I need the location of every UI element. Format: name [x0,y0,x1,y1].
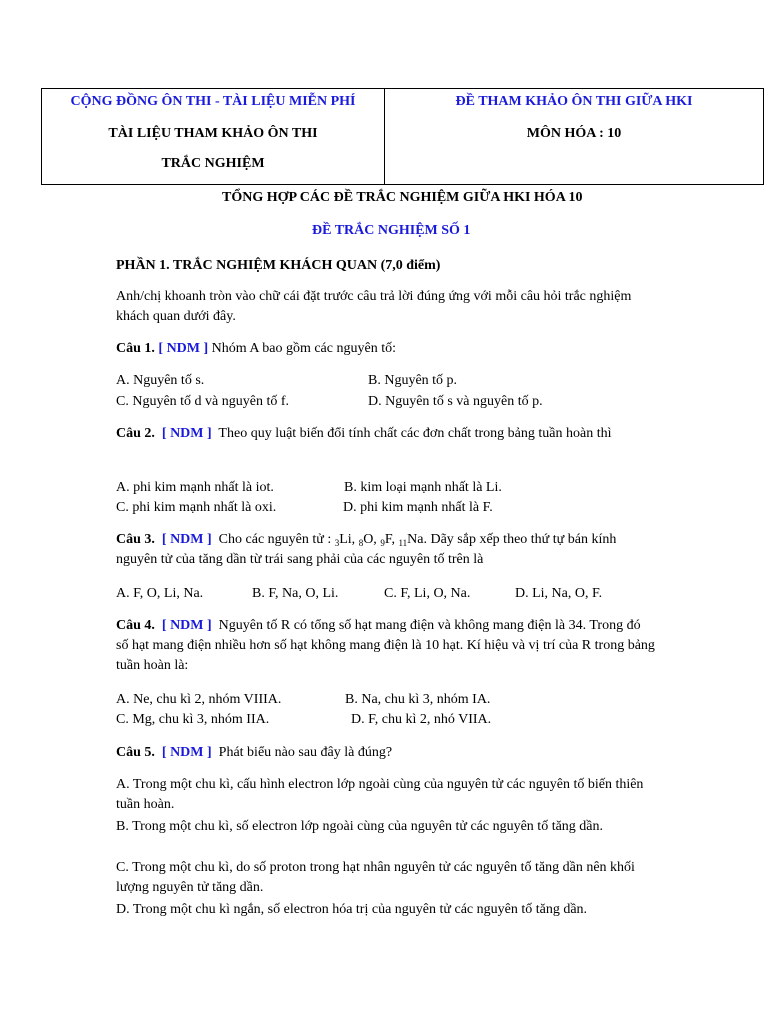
question-2 [116,424,656,444]
element-symbol: Na. [407,532,427,547]
ndm-tag: [ NDM ] [161,745,212,760]
doc-type-line2: TRẮC NGHIỆM [161,156,265,171]
question-4 [116,616,656,676]
exam-title: ĐỀ TRẮC NGHIỆM SỐ 1 [312,223,471,238]
element-symbol: F, [384,532,395,547]
subject-grade: MÔN HÓA : 10 [526,126,622,141]
option-b: B. kim loại mạnh nhất là Li. [344,480,502,495]
option-b: B. Na, chu kì 3, nhóm IA. [345,692,491,707]
header-table [41,88,764,185]
option-a: A. F, O, Li, Na. [116,586,204,601]
option-d: D. phi kim mạnh nhất là F. [343,500,493,515]
question-5 [116,743,392,763]
ndm-tag: [ NDM ] [158,341,209,356]
instruction-text: Anh/chị khoanh tròn vào chữ cái đặt trước câu trả lời đúng ứng với mỗi câu hỏi trắc nghiệm khách quan dưới đây. [116,289,632,324]
option-d: D. Li, Na, O, F. [515,586,603,601]
ndm-tag: [ NDM ] [161,532,212,547]
document-title: TỔNG HỢP CÁC ĐỀ TRẮC NGHIỆM GIỮA HKI HÓA 10 [222,190,583,205]
question-text: Nguyên tố R có tổng số hạt mang điện và không mang điện là 34. Trong đó số hạt mang điện nhiều hơn số hạt không mang điện là 10 hạt. Kí hiệu và vị trí của R trong bảng tuần hoàn là: [116,618,655,673]
question-label: Câu 3. [116,532,155,547]
atomic-number: 11 [398,538,408,548]
atomic-number: 9 [380,538,385,548]
option-d: D. Nguyên tố s và nguyên tố p. [368,394,543,409]
question-text: Theo quy luật biến đổi tính chất các đơn chất trong bảng tuần hoàn thì [218,426,612,441]
question-label: Câu 2. [116,426,155,441]
question-label: Câu 1. [116,341,155,356]
atomic-number: 8 [358,538,364,548]
element-symbol: O, [363,532,377,547]
question-1 [116,339,396,359]
option-c: C. phi kim mạnh nhất là oxi. [116,500,277,515]
question-text-end: Dãy sắp xếp theo thứ tự bán kính nguyên tử của tăng dần từ trái sang phải của các nguyên tố trên là [116,532,617,567]
option-c: C. Mg, chu kì 3, nhóm IIA. [116,712,270,727]
question-text: Nhóm A bao gồm các nguyên tố: [211,341,396,356]
ndm-tag: [ NDM ] [161,618,212,633]
question-label: Câu 5. [116,745,155,760]
question-text-start: Cho các nguyên tử : [218,532,332,547]
atomic-number: 3 [334,538,340,548]
question-text: Phát biểu nào sau đây là đúng? [218,745,393,760]
element-symbol: Li, [339,532,356,547]
community-name: CỘNG ĐỒNG ÔN THI - TÀI LIỆU MIỄN PHÍ [70,94,356,109]
option-c: C. Trong một chu kì, do số proton trong hạt nhân nguyên tử các nguyên tố tăng dần nên khối lượng nguyên tử tăng dần. [116,860,635,895]
option-a: A. Ne, chu kì 2, nhóm VIIIA. [116,692,282,707]
question-label: Câu 4. [116,618,155,633]
option-a: A. Nguyên tố s. [116,373,205,388]
option-b: B. F, Na, O, Li. [252,586,339,601]
option-b: B. Nguyên tố p. [368,373,458,388]
question-3 [116,530,656,570]
option-c: C. F, Li, O, Na. [384,586,471,601]
option-d: D. Trong một chu kì ngắn, số electron hóa trị của nguyên tử các nguyên tố tăng dần. [116,902,588,917]
ndm-tag: [ NDM ] [161,426,212,441]
header-left-cell [42,89,385,184]
header-right-cell [385,89,763,184]
exam-name: ĐỀ THAM KHẢO ÔN THI GIỮA HKI [455,94,693,109]
option-a: A. Trong một chu kì, cấu hình electron lớp ngoài cùng của nguyên tử các nguyên tố biến thiên tuần hoàn. [116,777,644,812]
section-title: PHẦN 1. TRẮC NGHIỆM KHÁCH QUAN (7,0 điểm) [116,258,441,273]
option-b: B. Trong một chu kì, số electron lớp ngoài cùng của nguyên tử các nguyên tố tăng dần. [116,819,604,834]
option-a: A. phi kim mạnh nhất là iot. [116,480,274,495]
doc-type-line1: TÀI LIỆU THAM KHẢO ÔN THI [108,126,318,141]
option-c: C. Nguyên tố d và nguyên tố f. [116,394,290,409]
option-d: D. F, chu kì 2, nhó VIIA. [351,712,492,727]
